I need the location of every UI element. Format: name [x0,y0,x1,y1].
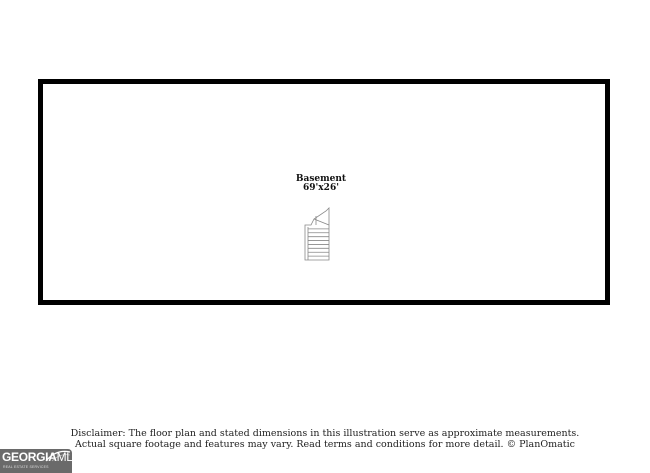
disclaimer-line-1: Disclaimer: The floor plan and stated dimensions in this illustration serve as approximate measurements. [70,428,580,439]
logo-tagline: REAL ESTATE SERVICES [3,465,49,469]
disclaimer-line-2: Actual square footage and features may vary. Read terms and conditions for more detail. © PlanOmatic [75,439,575,450]
logo-brand-regular: MLS [56,450,81,464]
room-name: Basement [295,174,347,184]
room-label [271,175,371,193]
georgia-mls-logo [0,449,81,473]
disclaimer [60,428,590,450]
stairs-icon [300,207,334,263]
logo-brand-bold: GEORGIA [2,450,57,464]
logo-wordmark [2,451,80,464]
room-dimensions: 69'x26' [303,183,339,193]
